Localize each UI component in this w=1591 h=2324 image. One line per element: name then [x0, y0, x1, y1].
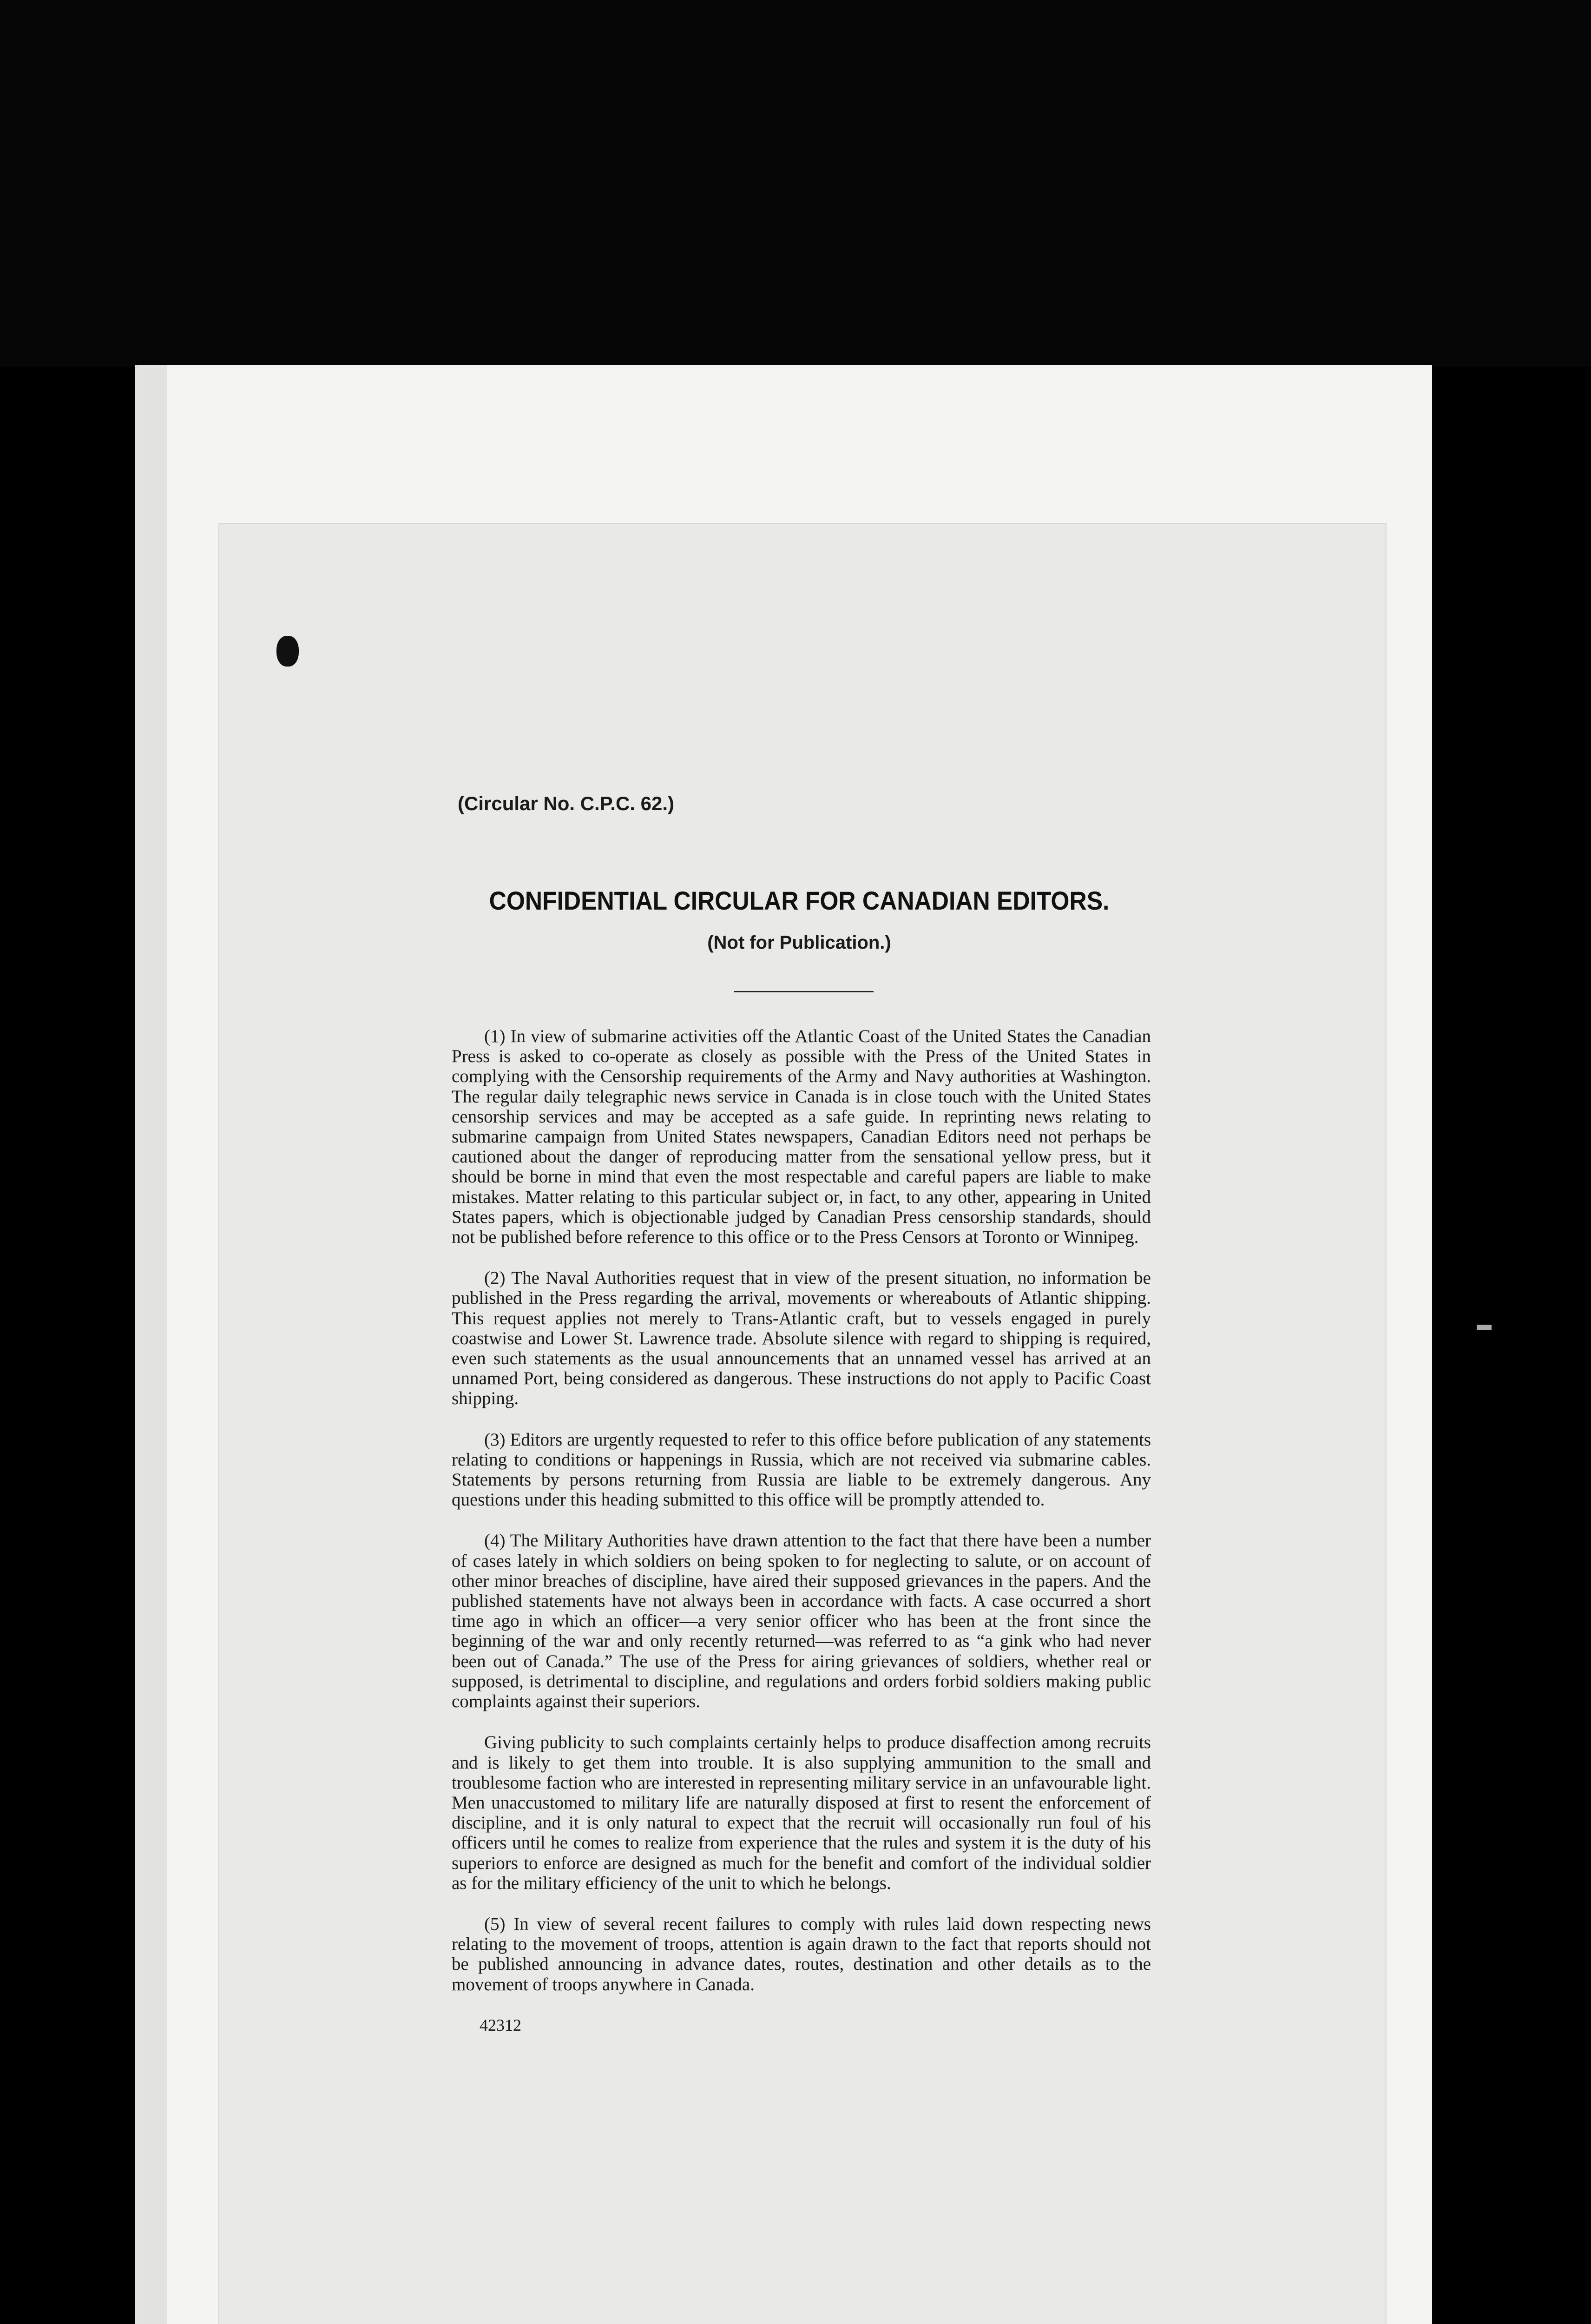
- document-body: [452, 1026, 1151, 2035]
- paragraph-6: (5) In view of several recent failures to comply with rules laid down respecting news relating to the movement of troops, attention is again drawn to the fact that reports should not be published announcing in advance dates, routes, destination and other details as to the movement of troops anywhere in Canada.: [452, 1914, 1151, 1994]
- title-rule: [734, 991, 874, 992]
- punch-hole: [276, 636, 299, 667]
- paragraph-2: (2) The Naval Authorities request that in view of the present situation, no information be published in the Press regarding the arrival, movements or whereabouts of Atlantic shipping. This request applies not merely to Trans-Atlantic craft, but to vessels engaged in purely coastwise and Lower St. Lawrence trade. Absolute silence with regard to shipping is required, even such statements as the usual announcements that an unnamed vessel has arrived at an unnamed Port, being considered as dangerous. These instructions do not apply to Pacific Coast shipping.: [452, 1268, 1151, 1409]
- sheet-edge: [135, 365, 167, 2324]
- circular-number: (Circular No. C.P.C. 62.): [458, 792, 675, 814]
- document-subtitle: (Not for Publication.): [707, 932, 891, 953]
- document-title: CONFIDENTIAL CIRCULAR FOR CANADIAN EDITORS.: [489, 886, 1110, 915]
- film-background: [0, 0, 1591, 367]
- paragraph-1: (1) In view of submarine activities off the Atlantic Coast of the United States the Canadian Press is asked to co-operate as closely as possible with the Press of the United States in complying with the Censorship requirements of the Army and Navy authorities at Washington. The regular daily telegraphic news service in Canada is in close touch with the United States censorship services and may be accepted as a safe guide. In reprinting news relating to submarine campaign from United States newspapers, Canadian Editors need not perhaps be cautioned about the danger of reproducing matter from the sensational yellow press, but it should be borne in mind that even the most respectable and careful papers are liable to make mistakes. Matter relating to this particular subject or, in fact, to any other, appearing in United States papers, which is objectionable judged by Canadian Press censorship standards, should not be published before reference to this office or to the Press Censors at Toronto or Winnipeg.: [452, 1026, 1151, 1248]
- paragraph-5: Giving publicity to such complaints certainly helps to produce disaffection among recruits and is likely to get them into trouble. It is also supplying ammunition to the small and troublesome faction who are interested in representing military service in an unfavourable light. Men unaccustomed to military life are naturally disposed at first to resent the enforcement of discipline, and it is only natural to expect that the recruit will occasionally run foul of his officers until he comes to realize from experience that the rules and system it is the duty of his superiors to enforce are designed as much for the benefit and comfort of the individual soldier as for the military efficiency of the unit to which he belongs.: [452, 1732, 1151, 1893]
- paragraph-3: (3) Editors are urgently requested to refer to this office before publication of any statements relating to conditions or happenings in Russia, which are not received via submarine cables. Statements by persons returning from Russia are liable to be extremely dangerous. Any questions under this heading submitted to this office will be promptly attended to.: [452, 1429, 1151, 1510]
- film-edge-mark: [1477, 1325, 1492, 1330]
- paragraph-4: (4) The Military Authorities have drawn attention to the fact that there have been a number of cases lately in which soldiers on being spoken to for neglecting to salute, or on account of other minor breaches of discipline, have aired their supposed grievances in the papers. And the published statements have not always been in accordance with facts. A case occurred a short time ago in which an officer—a very senior officer who has been at the front since the beginning of the war and only recently returned—was referred to as “a gink who had never been out of Canada.” The use of the Press for airing grievances of soldiers, whether real or supposed, is detrimental to discipline, and regulations and orders forbid soldiers making public complaints against their superiors.: [452, 1531, 1151, 1712]
- print-number: 42312: [480, 2015, 521, 2034]
